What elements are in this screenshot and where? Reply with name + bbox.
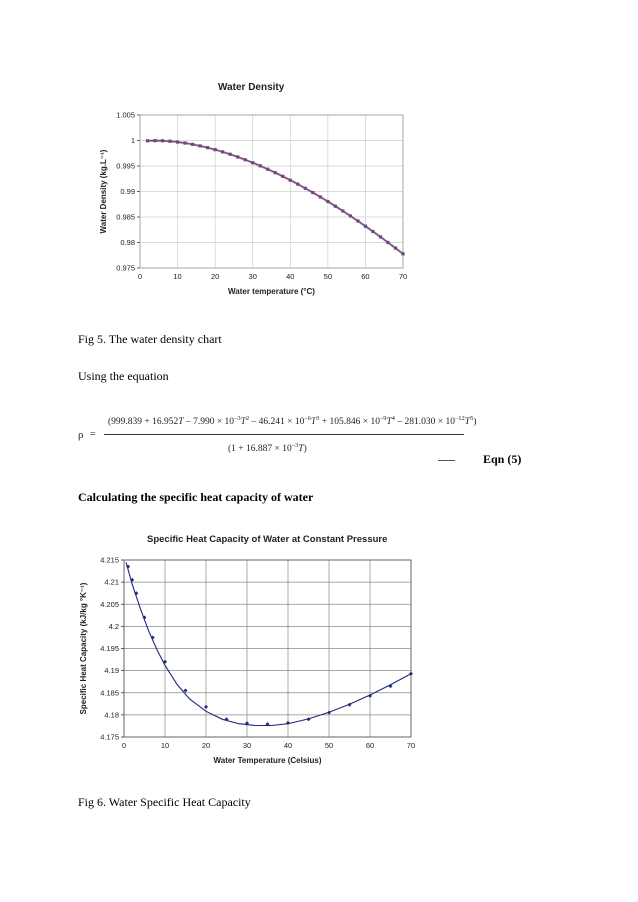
y-tick-label: 4.185: [100, 688, 119, 698]
y-tick-label: 4.21: [104, 577, 119, 587]
fig5-chart-title: Water Density: [218, 82, 285, 93]
y-tick-label: 4.205: [100, 599, 119, 609]
x-tick-label: 50: [323, 272, 333, 281]
x-tick-label: 40: [283, 741, 293, 750]
x-tick-label: 60: [361, 272, 370, 281]
x-tick-label: 0: [121, 741, 127, 750]
y-tick-label: 4.19: [104, 666, 119, 676]
y-tick-label: 0.995: [116, 161, 135, 171]
x-axis-label: Water temperature (°C): [228, 287, 315, 296]
equation-numerator: $(999.839 + 16.952T - 7.990 \times 10^{-3}T^2 - 46.241 \times 10^{-6}T^3 + 105.846 \times 10^{-9}T^4 - 281.030 \times 10^{-12}T^5)$: [108, 415, 477, 428]
fig6-caption: Fig 6. Water Specific Heat Capacity: [78, 795, 251, 809]
y-axis-label: Specific Heat Capacity (kJ/kg °K⁻¹): [79, 582, 88, 715]
x-tick-label: 0: [137, 272, 143, 281]
equation-label: Eqn (5): [483, 452, 522, 466]
equation-denominator: $(1 + 16.887 \times 10^{-3}T)$: [228, 442, 307, 455]
x-tick-label: 60: [365, 741, 375, 750]
y-tick-label: 4.195: [100, 644, 119, 653]
y-tick-label: 4.18: [104, 710, 119, 720]
fig6-chart-title: Specific Heat Capacity of Water at Constant Pressure: [147, 534, 388, 545]
x-tick-label: 20: [210, 272, 220, 281]
x-tick-label: 70: [406, 741, 416, 750]
x-tick-label: 30: [242, 741, 252, 750]
y-tick-label: 4.2: [108, 621, 119, 631]
x-axis-label: Water Temperature (Celsius): [213, 756, 322, 765]
y-tick-label: 1: [130, 136, 135, 145]
y-axis-label: Water Density (kg.L⁻¹): [99, 149, 108, 234]
x-tick-label: 40: [286, 272, 295, 281]
equation-rho: ρ: [78, 429, 84, 441]
x-tick-label: 10: [173, 272, 182, 281]
y-tick-label: 1.005: [116, 110, 135, 120]
x-tick-label: 70: [398, 272, 408, 281]
equation-intro: Using the equation: [78, 369, 169, 383]
y-tick-label: 0.98: [120, 238, 135, 247]
section-heading: Calculating the specific heat capacity of water: [78, 490, 314, 504]
fig5-caption: Fig 5. The water density chart: [78, 332, 222, 346]
x-tick-label: 50: [324, 741, 334, 750]
x-tick-label: 10: [160, 741, 170, 750]
y-tick-label: 0.985: [116, 212, 135, 222]
y-tick-label: 0.99: [120, 187, 135, 196]
y-tick-label: 4.175: [100, 732, 119, 742]
y-tick-label: 0.975: [116, 263, 135, 273]
y-tick-label: 4.215: [100, 555, 119, 565]
x-tick-label: 20: [201, 741, 211, 750]
x-tick-label: 30: [248, 272, 257, 281]
equation-equals: =: [90, 429, 96, 440]
